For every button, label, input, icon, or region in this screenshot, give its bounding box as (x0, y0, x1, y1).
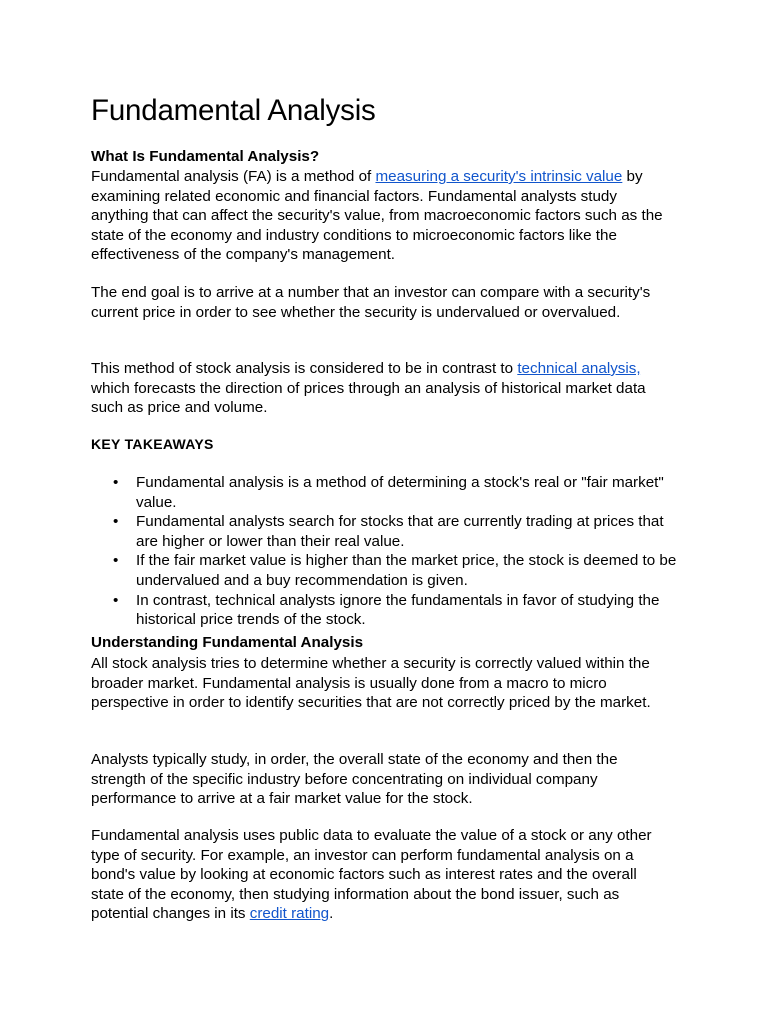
public-data-text-after: . (329, 905, 334, 923)
goal-paragraph: The end goal is to arrive at a number that an investor can compare with a security's current price in order to see whether the security is undervalued or overvalued. (91, 284, 651, 321)
analysts-paragraph: Analysts typically study, in order, the overall state of the economy and then the strength of the specific industry before concentrating on individual company performance to arrive at a fair market value for the stock. (91, 751, 618, 808)
list-item-text: Fundamental analysis is a method of determining a stock's real or "fair market" value. (136, 474, 664, 511)
list-item-text: If the fair market value is higher than the market price, the stock is deemed to be undervalued and a buy recommendation is given. (136, 552, 677, 589)
contrast-text-after: which forecasts the direction of prices through an analysis of historical market data such as price and volume. (91, 379, 646, 417)
list-item (91, 591, 681, 630)
bullet-icon: • (113, 513, 119, 531)
key-takeaways-list (91, 473, 691, 630)
intro-text-after: by examining related economic and financial factors. Fundamental analysts study anything that can affect the security's value, from macroeconomic factors such as the state of the economy and industry conditions to microeconomic factors like the effectiveness of the company's management. (91, 168, 663, 264)
bullet-icon: • (113, 591, 119, 609)
public-data-text-before: Fundamental analysis uses public data to evaluate the value of a stock or any other type of security. For example, an investor can perform fundamental analysis on a bond's value by looking at economic factors such as interest rates and the overall state of the economy, then studying information about the bond issuer, such as potential changes in its (91, 827, 652, 923)
section-heading-what-is: What Is Fundamental Analysis? (91, 148, 320, 165)
section-heading-understanding: Understanding Fundamental Analysis (91, 634, 364, 651)
intro-text-before: Fundamental analysis (FA) is a method of (91, 168, 376, 185)
intro-paragraph (91, 167, 671, 265)
public-data-paragraph (91, 826, 671, 924)
list-item (91, 512, 681, 551)
bullet-icon: • (113, 474, 119, 491)
contrast-text-before: This method of stock analysis is considered to be in contrast to (91, 360, 518, 377)
list-item-text: Fundamental analysts search for stocks that are currently trading at prices that are higher or lower than their real value. (136, 513, 664, 550)
list-item-text: In contrast, technical analysts ignore the fundamentals in favor of studying the historical price trends of the stock. (136, 591, 660, 629)
key-takeaways-label: KEY TAKEAWAYS (91, 436, 214, 452)
contrast-paragraph (91, 359, 671, 418)
page-title: Fundamental Analysis (91, 94, 376, 127)
list-item (91, 551, 681, 590)
credit-rating-link[interactable]: credit rating (249, 905, 330, 923)
intrinsic-value-link[interactable]: measuring a security's intrinsic value (375, 168, 623, 185)
technical-analysis-link[interactable]: technical analysis, (517, 360, 641, 377)
list-item (91, 473, 681, 512)
understanding-paragraph: All stock analysis tries to determine whether a security is correctly valued within the broader market. Fundamental analysis is usually done from a macro to micro perspective in order to identify securities that are not correctly priced by the market. (91, 655, 651, 712)
bullet-icon: • (113, 552, 119, 570)
